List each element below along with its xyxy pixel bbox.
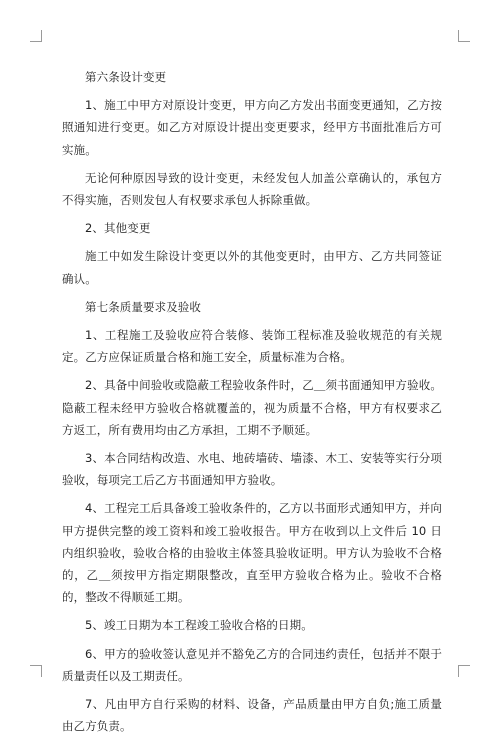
section-heading-quality: 第七条质量要求及验收 [85,299,201,314]
crop-mark-top-right-h [458,41,470,42]
paragraph: 施工中如发生除设计变更以外的其他变更时，由甲方、乙方共同签证确认。 [62,249,442,286]
paragraph: 1、工程施工及验收应符合装修、装饰工程标准及验收规范的有关规定。乙方应保证质量合格和施工安全，质量标准为合格。 [62,328,442,365]
document-body [62,66,442,743]
paragraph: 3、本合同结构改造、水电、地砖墙砖、墙漆、木工、安装等实行分项验收，每项完工后乙方书面通知甲方验收。 [62,451,442,488]
paragraph: 1、施工中甲方对原设计变更，甲方向乙方发出书面变更通知，乙方按照通知进行变更。如乙方对原设计提出变更要求，经甲方书面批准后方可实施。 [62,98,442,157]
section-heading-design-change: 第六条设计变更 [85,70,167,84]
paragraph: 2、具备中间验收或隐蔽工程验收条件时，乙＿须书面通知甲方验收。隐蔽工程未经甲方验收合格就覆盖的，视为质量不合格，甲方有权要求乙方返工，所有费用均由乙方承担，工期不予顺延。 [62,378,442,437]
crop-mark-bottom-left-v [41,665,42,677]
crop-mark-bottom-right-v [458,665,459,677]
crop-mark-top-left-v [41,30,42,42]
paragraph: 2、其他变更 [85,221,151,236]
paragraph: 4、工程完工后具备竣工验收条件的，乙方以书面形式通知甲方，并向甲方提供完整的竣工资料和竣工验收报告。甲方在收到以上文件后 10 日内组织验收，验收合格的由验收主体签具验收证明。甲方认为验收不合格的，乙＿须按甲方指定期限整改，直至甲方验收合格为止。验收不合格的，整改不得顺延工期。 [62,501,442,605]
paragraph: 6、甲方的验收签认意见并不豁免乙方的合同违约责任，包括并不限于质量责任以及工期责任。 [62,646,442,683]
paragraph: 5、竣工日期为本工程竣工验收合格的日期。 [85,618,313,633]
paragraph: 无论何种原因导致的设计变更，未经发包人加盖公章确认的，承包方不得实施，否则发包人有权要求承包人拆除重做。 [62,170,442,208]
paragraph: 7、凡由甲方自行采购的材料、设备，产品质量由甲方自负;施工质量由乙方负责。 [62,697,442,734]
crop-mark-bottom-right-h [458,665,470,666]
crop-mark-top-right-v [458,30,459,42]
